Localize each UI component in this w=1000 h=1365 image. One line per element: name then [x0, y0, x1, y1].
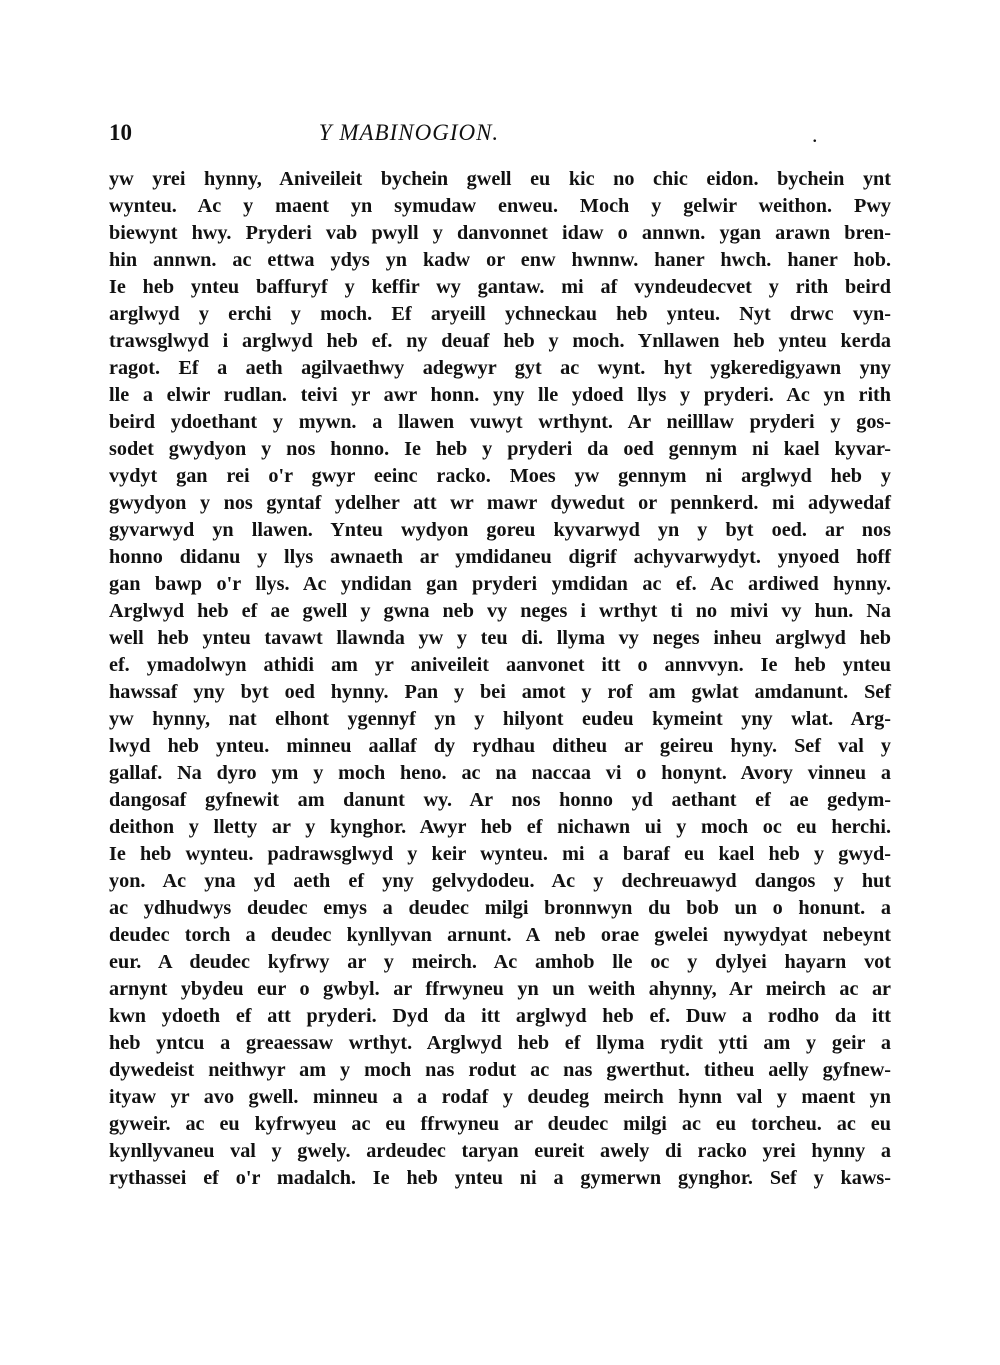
- text-line: yon. Ac yna yd aeth ef yny gelvydodeu. Ac y dechreuawyd dangos y hut: [109, 870, 891, 892]
- running-title: Y MABINOGION.: [318, 120, 500, 145]
- text-line: well heb ynteu tavawt llawnda yw y teu di. llyma vy neges inheu arglwyd heb: [109, 627, 891, 649]
- text-line: kwn ydoeth ef att pryderi. Dyd da itt arglwyd heb ef. Duw a rodho da itt: [109, 1005, 891, 1027]
- text-line: hawssaf yny byt oed hynny. Pan y bei amot y rof am gwlat amdanunt. Sef: [109, 681, 891, 703]
- text-line: Ie heb wynteu. padrawsglwyd y keir wynteu. mi a baraf eu kael heb y gwyd-: [109, 843, 891, 865]
- text-line: beird ydoethant y mywn. a llawen vuwyt wrthynt. Ar neilllaw pryderi y gos-: [109, 411, 891, 433]
- text-line: gyweir. ac eu kyfrwyeu ac eu ffrwyneu ar deudec milgi ac eu torcheu. ac eu: [109, 1113, 891, 1135]
- text-line: trawsglwyd i arglwyd heb ef. ny deuaf heb y moch. Ynllawen heb ynteu kerda: [109, 330, 891, 352]
- text-line: gwydyon y nos gyntaf ydelher att wr mawr dywedut or pennkerd. mi adywedaf: [109, 492, 891, 514]
- text-line: lwyd heb ynteu. minneu aallaf dy rydhau ditheu ar geireu hyny. Sef val y: [109, 735, 891, 757]
- text-line: ac ydhudwys deudec emys a deudec milgi bronnwyn du bob un o honunt. a: [109, 897, 891, 919]
- text-line: Ie heb ynteu baffuryf y keffir wy gantaw. mi af vyndeudecvet y rith beird: [109, 276, 891, 298]
- body-text: [109, 166, 891, 1192]
- text-line: Arglwyd heb ef ae gwell y gwna neb vy neges i wrthyt ti no mivi vy hun. Na: [109, 600, 891, 622]
- text-line: gallaf. Na dyro ym y moch heno. ac na naccaa vi o honynt. Avory vinneu a: [109, 762, 891, 784]
- text-line: biewynt hwy. Pryderi vab pwyll y danvonnet idaw o annwn. ygan arawn bren-: [109, 222, 891, 244]
- text-line: yw yrei hynny, Aniveileit bychein gwell eu kic no chic eidon. bychein ynt: [109, 168, 891, 190]
- text-line: hin annwn. ac ettwa ydys yn kadw or enw hwnnw. haner hwch. haner hob.: [109, 249, 891, 271]
- text-line: dangosaf gyfnewit am danunt wy. Ar nos honno yd aethant ef ae gedym-: [109, 789, 891, 811]
- text-line: vydyt gan rei o'r gwyr eeinc racko. Moes yw gennym ni arglwyd heb y: [109, 465, 891, 487]
- page-number: 10: [109, 120, 132, 145]
- text-line: lle a elwir rudlan. teivi yr awr honn. yny lle ydoed llys y pryderi. Ac yn rith: [109, 384, 891, 406]
- text-line: arglwyd y erchi y moch. Ef aryeill ychneckau heb ynteu. Nyt drwc vyn-: [109, 303, 891, 325]
- text-line: wynteu. Ac y maent yn symudaw enweu. Moch y gelwir weithon. Pwy: [109, 195, 891, 217]
- text-line: yw hynny, nat elhont ygennyf yn y hilyont eudeu kymeint yny wlat. Arg-: [109, 708, 891, 730]
- text-line: rythassei ef o'r madalch. Ie heb ynteu ni a gymerwn gynghor. Sef y kaws-: [109, 1167, 891, 1189]
- text-line: kynllyvaneu val y gwely. ardeudec taryan eureit awely di racko yrei hynny a: [109, 1140, 891, 1162]
- text-line: arnynt ybydeu eur o gwbyl. ar ffrwyneu yn un weith ahynny, Ar meirch ac ar: [109, 978, 891, 1000]
- text-line: dywedeist neithwyr am y moch nas rodut ac nas gwerthut. titheu aelly gyfnew-: [109, 1059, 891, 1081]
- text-line: ityaw yr avo gwell. minneu a a rodaf y deudeg meirch hynn val y maent yn: [109, 1086, 891, 1108]
- text-line: deudec torch a deudec kynllyvan arnunt. A neb orae gwelei nywydyat nebeynt: [109, 924, 891, 946]
- header-mark: .: [812, 122, 818, 147]
- text-line: sodet gwydyon y nos honno. Ie heb y pryderi da oed gennym ni kael kyvar-: [109, 438, 891, 460]
- text-line: honno didanu y llys awnaeth ar ymdidaneu digrif achyvarwydyt. ynyoed hoff: [109, 546, 891, 568]
- text-line: eur. A deudec kyfrwy ar y meirch. Ac amhob lle oc y dylyei hayarn vot: [109, 951, 891, 973]
- page-header: [109, 120, 889, 154]
- text-line: ragot. Ef a aeth agilvaethwy adegwyr gyt ac wynt. hyt ygkeredigyawn yny: [109, 357, 891, 379]
- text-line: heb yntcu a greaessaw wrthyt. Arglwyd heb ef llyma rydit ytti am y geir a: [109, 1032, 891, 1054]
- text-line: ef. ymadolwyn athidi am yr aniveileit aanvonet itt o annvvyn. Ie heb ynteu: [109, 654, 891, 676]
- text-line: gan bawp o'r llys. Ac yndidan gan pryderi ymdidan ac ef. Ac ardiwed hynny.: [109, 573, 891, 595]
- text-line: gyvarwyd yn llawen. Ynteu wydyon goreu kyvarwyd yn y byt oed. ar nos: [109, 519, 891, 541]
- text-line: deithon y lletty ar y kynghor. Awyr heb ef nichawn ui y moch oc eu herchi.: [109, 816, 891, 838]
